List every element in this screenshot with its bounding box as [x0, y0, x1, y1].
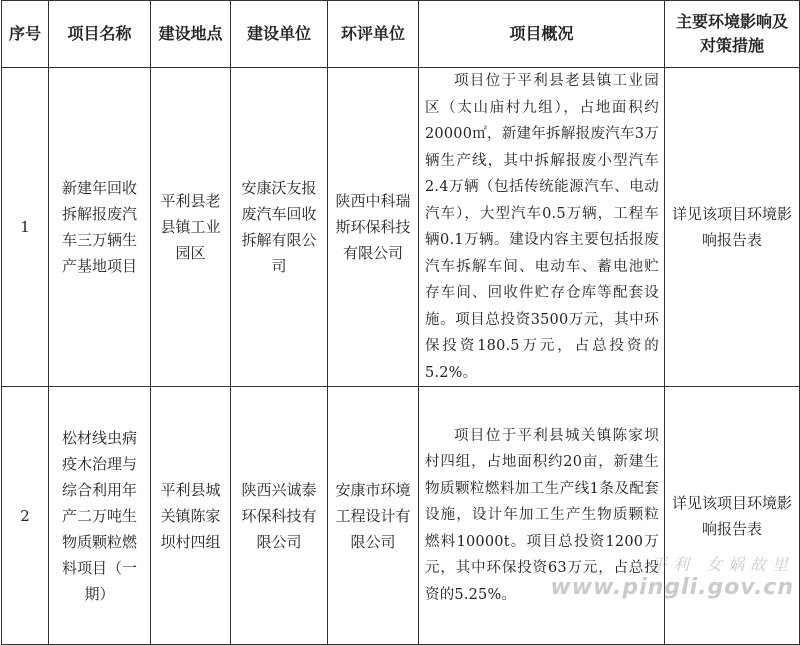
eia-projects-table — [1, 0, 800, 645]
cell-seq: 1 — [2, 68, 49, 387]
header-builder: 建设单位 — [231, 1, 328, 68]
watermark-text: 平利 女娲故里 — [650, 555, 794, 574]
header-eia-unit: 环评单位 — [328, 1, 419, 68]
watermark-url: www.pingli.gov.cn — [550, 575, 794, 600]
cell-overview — [419, 68, 665, 387]
header-name: 项目名称 — [49, 1, 151, 68]
cell-impact: 详见该项目环境影响报告表 — [665, 387, 800, 645]
cell-location: 平利县城关镇陈家坝村四组 — [151, 387, 231, 645]
overview-text: 项目位于平利县城关镇陈家坝村四组，占地面积约20亩，新建生物质颗粒燃料加工生产线1条及配套设施，设计年加工生产生物质颗粒燃料10000t。项目总投资1200万元，其中环保投资63万元，占总投资的5.25%。 — [425, 427, 659, 603]
header-row — [2, 1, 800, 68]
header-overview: 项目概况 — [419, 1, 665, 68]
cell-location: 平利县老县镇工业园区 — [151, 68, 231, 387]
cell-builder: 陕西兴诚泰环保科技有限公司 — [231, 387, 328, 645]
table-row — [2, 68, 800, 387]
overview-text: 项目位于平利县老县镇工业园区（太山庙村九组），占地面积约20000㎡，新建年拆解报废汽车3万辆生产线，其中拆解报废小型汽车2.4万辆（包括传统能源汽车、电动汽车），大型汽车0.5万辆，工程车辆0.1万辆。建设内容主要包括报废汽车拆解车间、电动车、蓄电池贮存车间、回收件贮存仓库等配套设施。项目总投资3500万元，其中环保投资180.5万元，占总投资的5.2%。 — [425, 73, 659, 381]
cell-project-name: 松材线虫病疫木治理与综合利用年产二万吨生物质颗粒燃料项目（一期） — [49, 387, 151, 645]
cell-project-name: 新建年回收拆解报废汽车三万辆生产基地项目 — [49, 68, 151, 387]
cell-eia-unit: 陕西中科瑞斯环保科技有限公司 — [328, 68, 419, 387]
cell-impact: 详见该项目环境影响报告表 — [665, 68, 800, 387]
cell-builder: 安康沃友报废汽车回收拆解有限公司 — [231, 68, 328, 387]
cell-seq: 2 — [2, 387, 49, 645]
header-location: 建设地点 — [151, 1, 231, 68]
header-impact: 主要环境影响及对策措施 — [665, 1, 800, 68]
cell-eia-unit: 安康市环境工程设计有限公司 — [328, 387, 419, 645]
header-seq: 序号 — [2, 1, 49, 68]
